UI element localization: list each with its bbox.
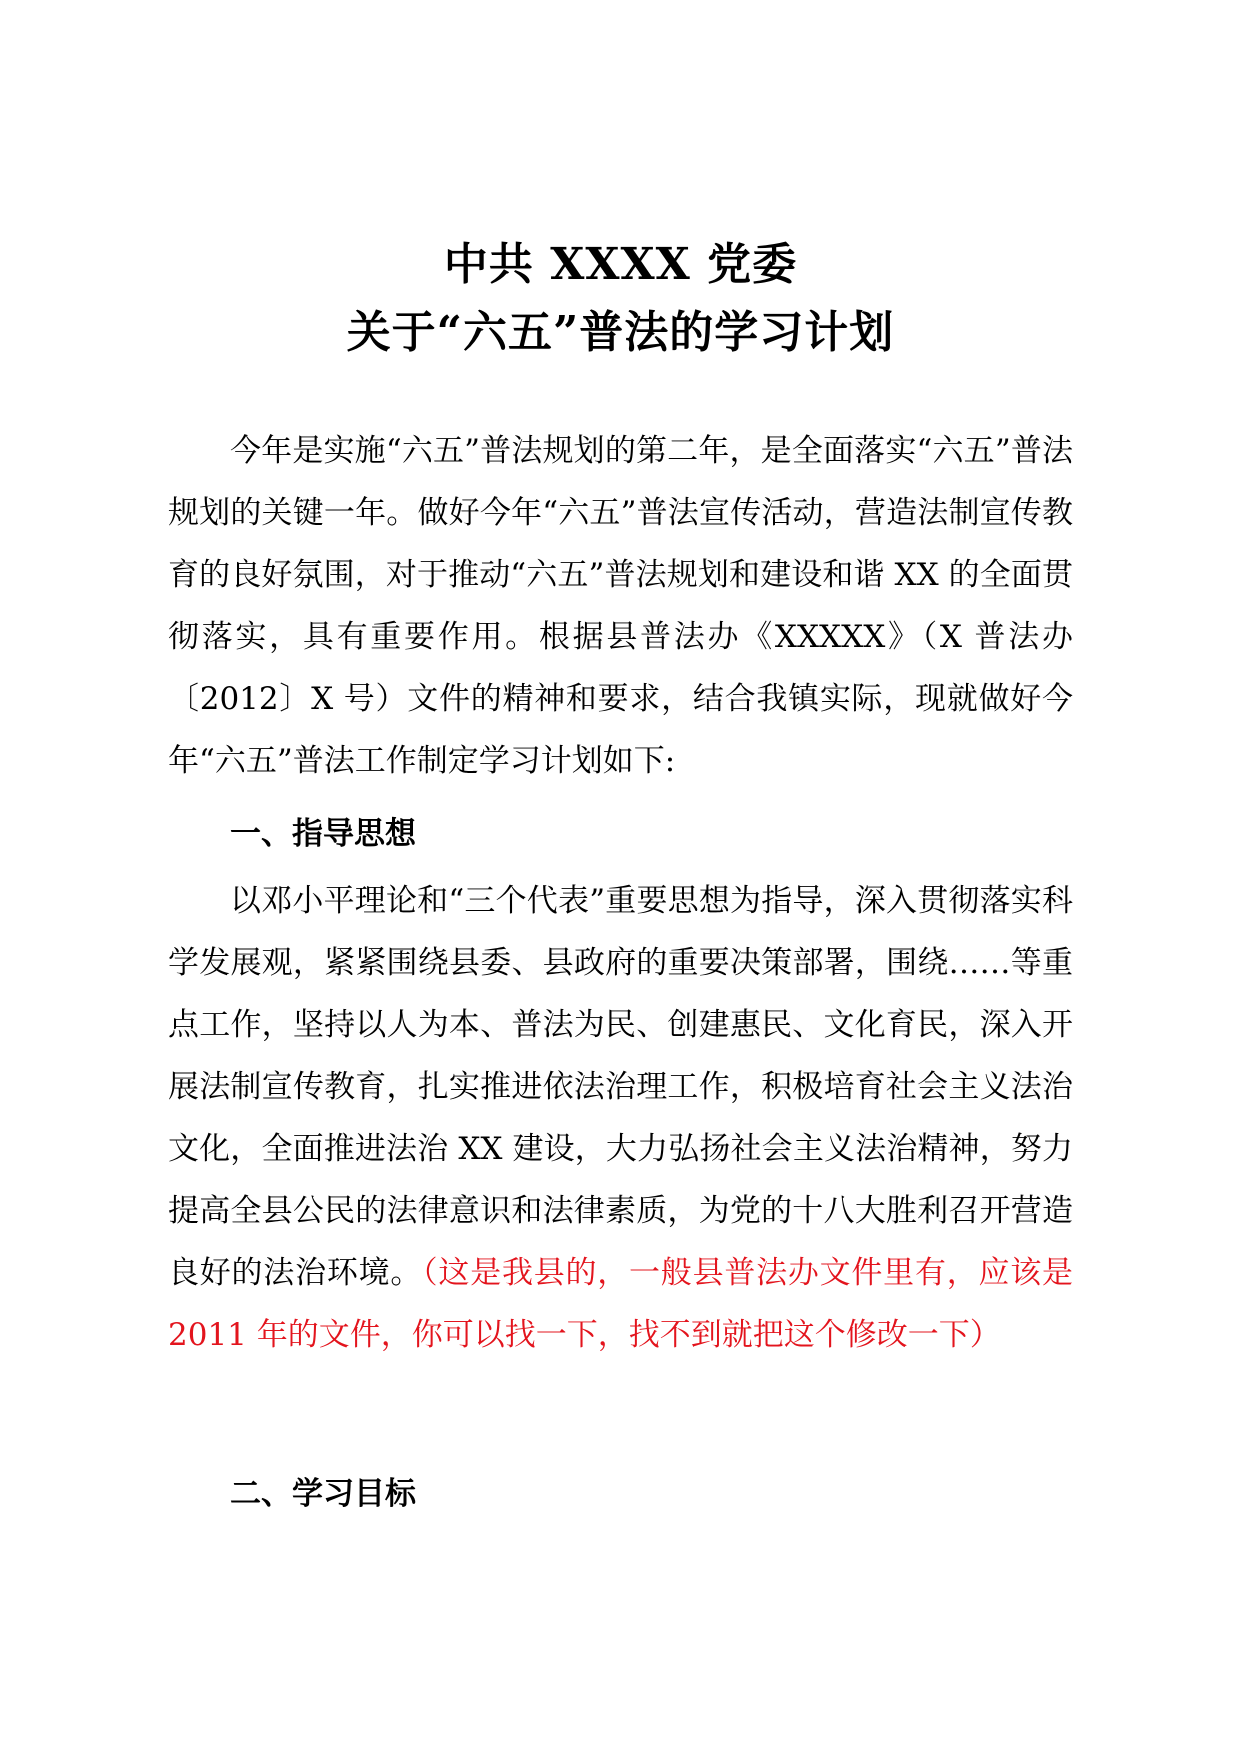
section-heading-learning-goals: 二、学习目标 <box>230 1476 416 1512</box>
guiding-ideology-paragraph <box>168 870 1073 1366</box>
editor-note-red: （这是我县的，一般县普法办文件里有，应该是 2011 年的文件，你可以找一下，找不到就把这个修改一下） <box>168 1255 1074 1353</box>
document-title-line-1: 中共 XXXX 党委 <box>443 239 798 290</box>
guiding-ideology-text: 以邓小平理论和“三个代表”重要思想为指导，深入贯彻落实科学发展观，紧紧围绕县委、县政府的重要决策部署，围绕……等重点工作，坚持以人为本、普法为民、创建惠民、文化育民，深入开展法制宣传教育，扎实推进依法治理工作，积极培育社会主义法治文化，全面推进法治 XX 建设，大力弘扬社会主义法治精神，努力提高全县公民的法律意识和法律素质，为党的十八大胜利召开营造良好的法治环境。 <box>168 883 1073 1291</box>
section-heading-guiding-ideology: 一、指导思想 <box>230 816 416 852</box>
intro-paragraph: 今年是实施“六五”普法规划的第二年，是全面落实“六五”普法规划的关键一年。做好今年“六五”普法宣传活动，营造法制宣传教育的良好氛围，对于推动“六五”普法规划和建设和谐 XX 的全面贯彻落实，具有重要作用。根据县普法办《XXXXX》（X 普法办〔2012〕X 号）文件的精神和要求，结合我镇实际，现就做好今年“六五”普法工作制定学习计划如下: <box>168 433 1073 779</box>
document-title-line-2: 关于“六五”普法的学习计划 <box>346 307 895 358</box>
